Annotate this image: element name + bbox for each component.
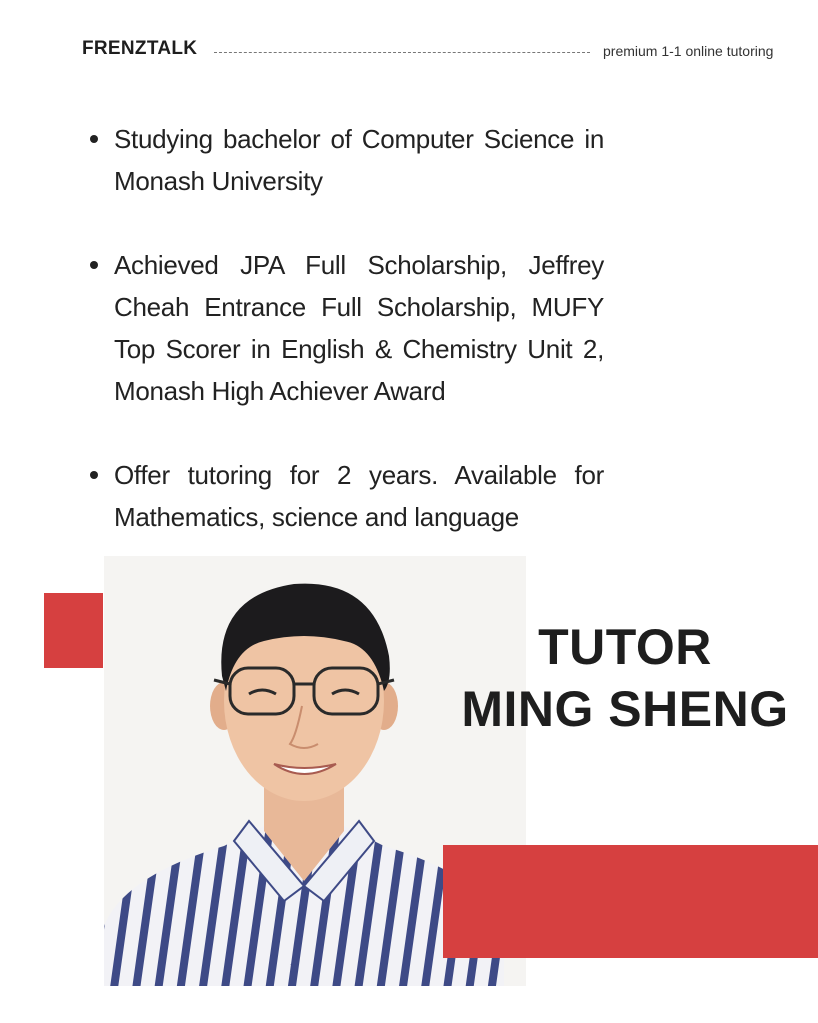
- tutor-title-line2: MING SHENG: [461, 681, 789, 737]
- decorative-red-square: [44, 593, 103, 668]
- tutor-title-line1: TUTOR: [538, 619, 712, 675]
- qualification-item-education: Studying bachelor of Computer Science in Monash University: [114, 118, 604, 202]
- qualification-item-awards: Achieved JPA Full Scholarship, Jeffrey Cheah Entrance Full Scholarship, MUFY Top Scorer in English & Chemistry Unit 2, Monash High Achiever Award: [114, 244, 604, 412]
- decorative-red-bar: [443, 845, 818, 958]
- qualification-list: [114, 118, 604, 580]
- header-divider: [214, 52, 590, 53]
- tutor-name-heading: [445, 616, 805, 740]
- brand-name: FRENZTALK: [82, 38, 198, 59]
- brand-tagline: premium 1-1 online tutoring: [603, 43, 774, 59]
- qualification-item-experience: Offer tutoring for 2 years. Available for Mathematics, science and language: [114, 454, 604, 538]
